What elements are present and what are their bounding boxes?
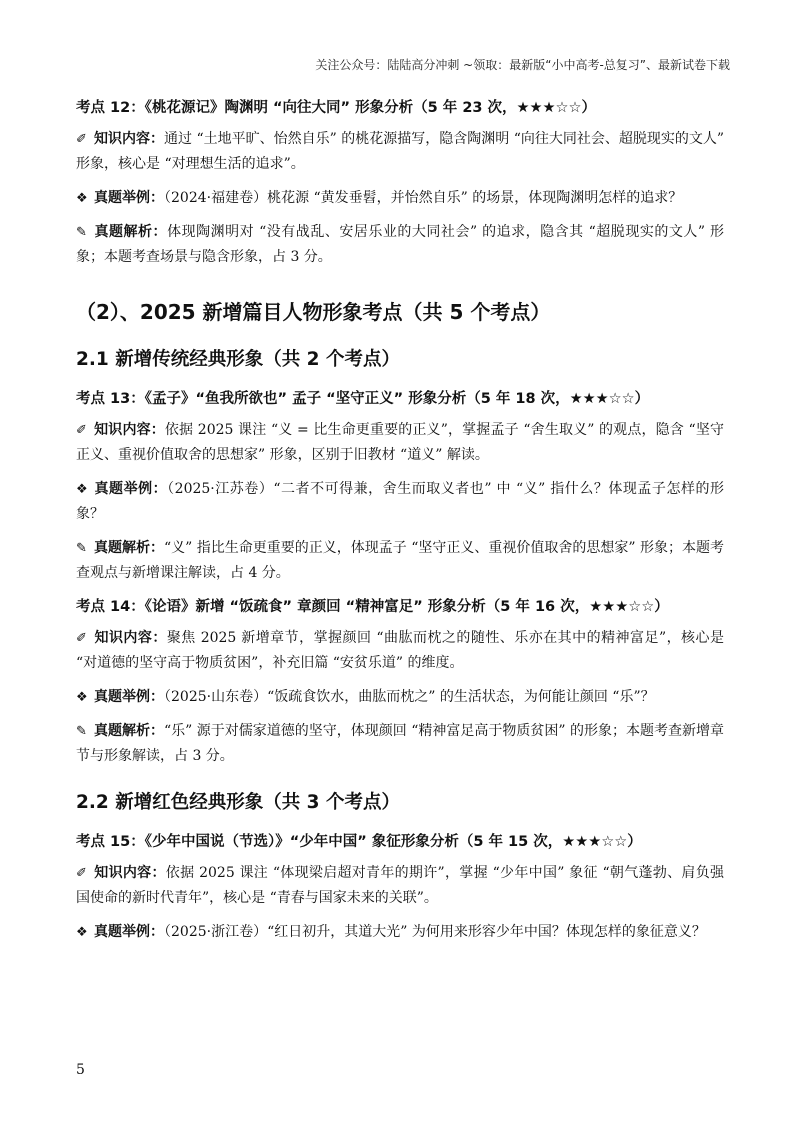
page-content [76, 96, 724, 954]
pencil-icon: ✐ [76, 631, 87, 646]
pencil-icon: ✐ [76, 423, 87, 438]
kp12-example: ❖ 真题举例：（2024·福建卷）桃花源 “黄发垂髫，并怡然自乐” 的场景，体现陶渊明怎样的追求？ [76, 186, 724, 211]
pen-nib-icon: ✎ [76, 724, 87, 739]
kp15-example: ❖ 真题举例：（2025·浙江卷）“红日初升，其道大光” 为何用来形容少年中国？体现怎样的象征意义？ [76, 920, 724, 945]
kp15-title: 考点 15：《少年中国说（节选）》“少年中国” 象征形象分析（5 年 15 次，★★★☆☆） [76, 834, 642, 850]
kp14-analysis: ✎ 真题解析：“乐” 源于对儒家道德的坚守，体现颜回 “精神富足高于物质贫困” 的形象；本题考查新增章节与形象解读，占 3 分。 [76, 719, 724, 769]
kp13-knowledge: ✐ 知识内容：依据 2025 课注 “义 = 比生命更重要的正义”，掌握孟子 “舍生取义” 的观点，隐含 “坚守正义、重视价值取舍的思想家” 形象，区别于旧教材 “道义” 解读。 [76, 418, 724, 468]
section-2-2-heading: 2.2 新增红色经典形象（共 3 个考点） [76, 792, 400, 813]
diamond-bullet-icon: ❖ [76, 925, 88, 940]
kp13-title: 考点 13：《孟子》“鱼我所欲也” 孟子 “坚守正义” 形象分析（5 年 18 次，★★★☆☆） [76, 391, 650, 407]
page-number: 5 [76, 1062, 85, 1078]
pencil-icon: ✐ [76, 866, 87, 881]
kp13-example: ❖ 真题举例：（2025·江苏卷）“二者不可得兼，舍生而取义者也” 中 “义” 指什么？体现孟子怎样的形象？ [76, 477, 724, 527]
kp12-title: 考点 12：《桃花源记》陶渊明 “向往大同” 形象分析（5 年 23 次，★★★☆☆） [76, 100, 597, 116]
kp14-example: ❖ 真题举例：（2025·山东卷）“饭疏食饮水，曲肱而枕之” 的生活状态，为何能让颜回 “乐”？ [76, 685, 724, 710]
kp15-knowledge: ✐ 知识内容：依据 2025 课注 “体现梁启超对青年的期许”，掌握 “少年中国” 象征 “朝气蓬勃、肩负强国使命的新时代青年”，核心是 “青春与国家未来的关联”。 [76, 861, 724, 911]
diamond-bullet-icon: ❖ [76, 690, 88, 705]
page-header: 关注公众号：陆陆高分冲刺 ~领取：最新版“小中高考-总复习”、最新试卷下载 [315, 58, 730, 72]
kp12-analysis: ✎ 真题解析：体现陶渊明对 “没有战乱、安居乐业的大同社会” 的追求，隐含其 “超脱现实的文人” 形象；本题考查场景与隐含形象，占 3 分。 [76, 220, 724, 270]
kp14-title: 考点 14：《论语》新增 “饭疏食” 章颜回 “精神富足” 形象分析（5 年 16 次，★★★☆☆） [76, 599, 669, 615]
kp14-knowledge: ✐ 知识内容：聚焦 2025 新增章节，掌握颜回 “曲肱而枕之的随性、乐亦在其中的精神富足”，核心是 “对道德的坚守高于物质贫困”，补充旧篇 “安贫乐道” 的维度。 [76, 626, 724, 676]
kp13-analysis: ✎ 真题解析：“义” 指比生命更重要的正义，体现孟子 “坚守正义、重视价值取舍的思想家” 形象；本题考查观点与新增课注解读，占 4 分。 [76, 536, 724, 586]
section-2-1-heading: 2.1 新增传统经典形象（共 2 个考点） [76, 349, 400, 370]
pen-nib-icon: ✎ [76, 541, 87, 556]
pencil-icon: ✐ [76, 132, 87, 147]
diamond-bullet-icon: ❖ [76, 482, 88, 497]
section-2-heading: （2）、2025 新增篇目人物形象考点（共 5 个考点） [76, 300, 551, 324]
diamond-bullet-icon: ❖ [76, 191, 88, 206]
pen-nib-icon: ✎ [76, 225, 87, 240]
kp12-knowledge: ✐ 知识内容：通过 “土地平旷、怡然自乐” 的桃花源描写，隐含陶渊明 “向往大同社会、超脱现实的文人” 形象，核心是 “对理想生活的追求”。 [76, 127, 724, 177]
